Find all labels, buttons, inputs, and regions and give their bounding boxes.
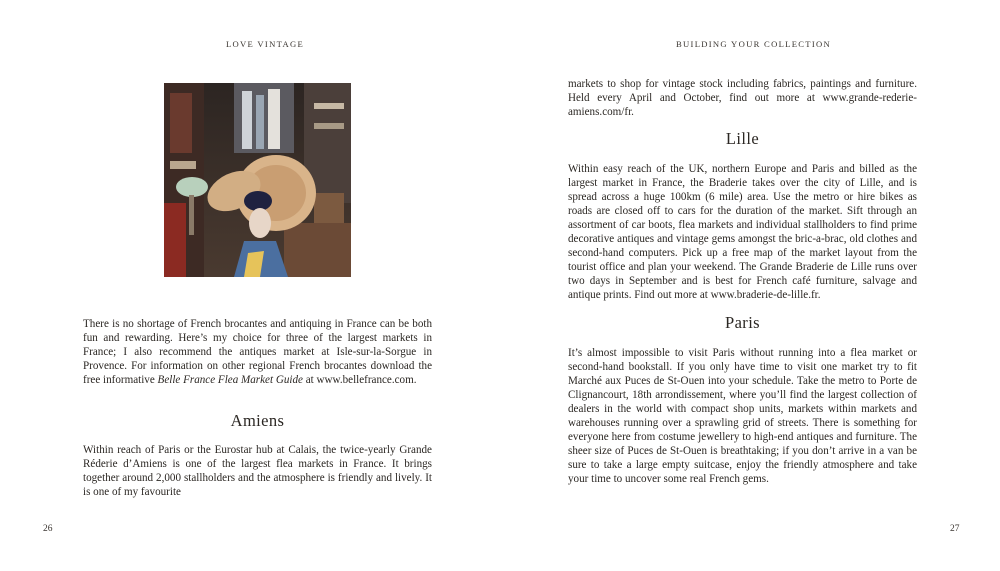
lille-paragraph: Within easy reach of the UK, northern Europe and Paris and billed as the largest market in France, the Braderie takes over the city of Lille, and is spread across a huge 100km (6 mile) area. Use the metro or hire bikes as roads are closed off to cars for the duration of the market. Sift through an assortment of car boots, flea markets and individual stallholders to find prime decorative antiques and vintage gems amongst the bric-a-brac, old clothes and second-hand computers. Pick up a free map of the market layout from the tourist office and plan your weekend. The Grande Braderie de Lille runs over two days in September and is best for French café furniture, salvage and antique prints. Find out more at www.braderie-de-lille.fr.: [568, 163, 917, 301]
amiens-paragraph: Within reach of Paris or the Eurostar hub at Calais, the twice-yearly Grande Réderie d’Amiens is one of the largest flea markets in France. It brings together around 2,000 stallholders and the atmosphere is friendly and lively. It is one of my favourite: [83, 444, 432, 498]
intro-text: There is no shortage of French brocantes and antiquing in France can be both fun and rewarding. Here’s my choice for three of the largest markets in France; I also recommend the antiques market at Isle-sur-la-Sorgue in Provence. For information on other regional French brocantes download the free informative: [83, 318, 432, 386]
intro-paragraph: [83, 317, 432, 387]
intro-text-end: at www.bellefrance.com.: [302, 374, 417, 386]
mannequin-hats-illustration: [164, 83, 351, 277]
running-head-right: BUILDING YOUR COLLECTION: [676, 39, 831, 49]
paris-paragraph: It’s almost impossible to visit Paris without running into a flea market or second-hand bookstall. If you only have time to visit one market try to fit Marché aux Puces de St-Ouen into your schedule. Take the metro to Porte de Clignancourt, 18th arrondissement, where you’ll find the largest collection of dealers in the world with compact shop units, markets within markets and warehouses running over a sprawling grid of streets. There is something for everyone here from costume jewellery to high-end antiques and furniture. The sheer size of Puces de St-Ouen is breathtaking; if you don’t arrive in a van be sure to take a large empty suitcase, enjoy the friendly atmosphere and take your time to uncover some real French gems.: [568, 347, 917, 485]
lille-heading: Lille: [725, 129, 760, 148]
page-number-left: 26: [43, 524, 53, 534]
amiens-heading: Amiens: [230, 411, 285, 430]
page-number-right: 27: [950, 524, 960, 534]
running-head-left: LOVE VINTAGE: [226, 39, 305, 49]
paris-heading: Paris: [725, 313, 760, 332]
flea-market-photo: [164, 83, 351, 277]
guide-title: Belle France Flea Market Guide: [157, 374, 303, 386]
amiens-continued-paragraph: markets to shop for vintage stock including fabrics, paintings and furniture. Held every April and October, find out more at www.grande-rederie-amiens.com/fr.: [568, 78, 917, 118]
